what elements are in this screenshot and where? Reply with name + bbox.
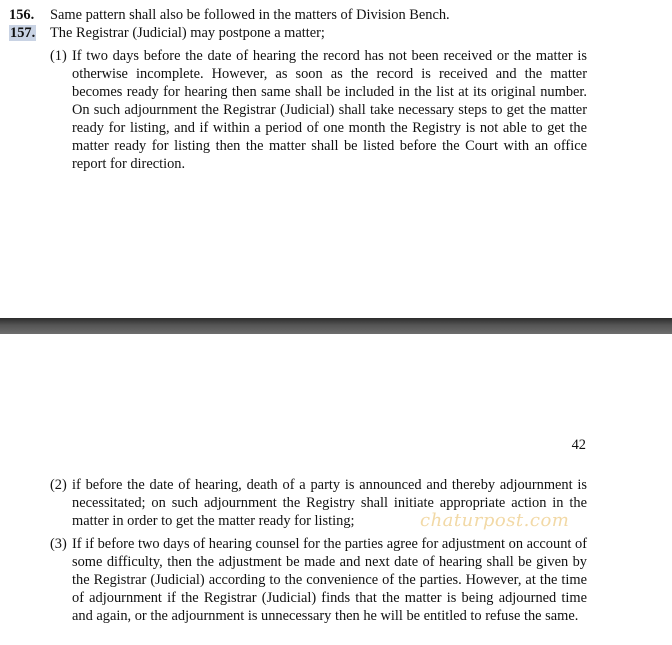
subrule-2-text: if before the date of hearing, death of a party is announced and thereby adjournment is necessitated; on such adjournment the Registry shall initiate appropriate action in the matter in order to get the matter ready for listing; (72, 477, 587, 529)
subrule-1 (50, 47, 587, 177)
rule-157-number (9, 24, 36, 42)
rule-157-number-highlight: 157. (10, 25, 36, 41)
page-number: 42 (571, 437, 586, 453)
subrule-3 (50, 535, 587, 643)
subrule-2-label: (2) (50, 477, 67, 493)
page-separator (0, 318, 672, 334)
rule-157-text: The Registrar (Judicial) may postpone a matter; (50, 25, 325, 41)
rule-156-text: Same pattern shall also be followed in the matters of Division Bench. (50, 7, 450, 23)
subrule-3-label: (3) (50, 536, 67, 552)
subrule-1-text: If two days before the date of hearing the record has not been received or the matter is otherwise incomplete. However, as soon as the record is received and the matter becomes ready for hearing then same shall be included in the list at its original number. On such adjournment the Registrar (Judicial) shall take necessary steps to get the matter ready for listing, and if within a period of one month the Registry is not able to get the matter ready for listing then the matter shall be listed before the Court with an office report for direction. (72, 48, 587, 172)
rule-156-number: 156. (9, 7, 35, 23)
subrule-3-text: If if before two days of hearing counsel for the parties agree for adjustment on account of some difficulty, then the adjustment be made and next date of hearing shall be given by the Registrar (Judicial) according to the convenience of the parties. However, at the time of adjournment if the Registrar (Judicial) finds that the matter is being adjourned time and again, or the adjournment is unnecessary then he will be entitled to refuse the same. (72, 536, 587, 624)
watermark: chaturpost.com (420, 510, 570, 531)
subrule-1-label: (1) (50, 48, 67, 64)
